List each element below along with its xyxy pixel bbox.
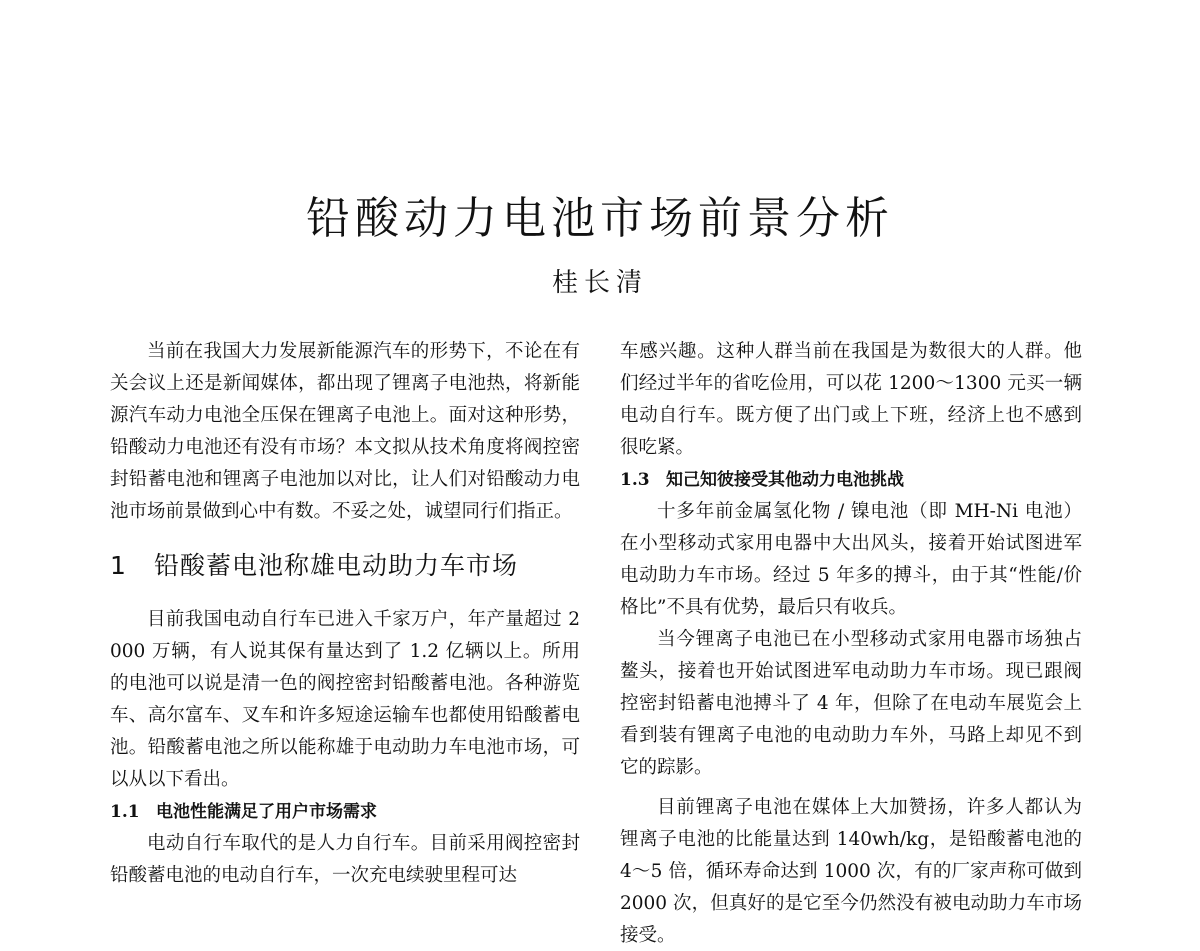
right-column	[620, 336, 1082, 951]
section-1-paragraph: 目前我国电动自行车已进入千家万户，年产量超过 2000 万辆，有人说其保有量达到了 1.2 亿辆以上。所用的电池可以说是清一色的阀控密封铅酸蓄电池。各种游览车、高尔富车、叉车和许多短途运输车也都使用铅酸蓄电池。铅酸蓄电池之所以能称雄于电动助力车电池市场，可以从以下看出。	[110, 609, 580, 790]
intro-paragraph: 当前在我国大力发展新能源汽车的形势下，不论在有关会议上还是新闻媒体，都出现了锂离子电池热，将新能源汽车动力电池全压保在锂离子电池上。面对这种形势，铅酸动力电池还有没有市场？本文拟从技术角度将阀控密封铅蓄电池和锂离子电池加以对比，让人们对铅酸动力电池市场前景做到心中有数。不妥之处，诚望同行们指正。	[110, 341, 580, 522]
subsection-1-3-heading	[620, 464, 1082, 496]
paragraph-gap	[620, 784, 1082, 792]
subsection-1-1-title: 电池性能满足了用户市场需求	[156, 802, 377, 822]
mh-ni-paragraph: 十多年前金属氢化物 / 镍电池（即 MH-Ni 电池）在小型移动式家用电器中大出风头，接着开始试图进军电动助力车市场。经过 5 年多的搏斗，由于其“性能/价格比”不具有优势，最后只有收兵。	[620, 501, 1082, 618]
left-column	[110, 336, 580, 892]
subsection-1-3-number: 1.3	[620, 470, 650, 490]
li-ion-media-paragraph: 目前锂离子电池在媒体上大加赞扬，许多人都认为锂离子电池的比能量达到 140wh/kg，是铅酸蓄电池的 4～5 倍，循环寿命达到 1000 次，有的厂家声称可做到 2000 次，但真好的是它至今仍然没有被电动助力车市场接受。	[620, 797, 1082, 946]
li-ion-paragraph: 当今锂离子电池已在小型移动式家用电器市场独占鳌头，接着也开始试图进军电动助力车市场。现已跟阀控密封铅蓄电池搏斗了 4 年，但除了在电动车展览会上看到装有锂离子电池的电动助力车外，马路上却见不到它的踪影。	[620, 629, 1082, 778]
continued-paragraph: 车感兴趣。这种人群当前在我国是为数很大的人群。他们经过半年的省吃俭用，可以花 1200～1300 元买一辆电动自行车。既方便了出门或上下班，经济上也不感到很吃紧。	[620, 341, 1082, 458]
subsection-1-1-heading	[110, 796, 580, 828]
section-1-heading	[110, 528, 580, 604]
section-1-title: 铅酸蓄电池称雄电动助力车市场	[154, 551, 519, 580]
section-1-number: 1	[110, 551, 127, 580]
article-author: 桂长清	[551, 268, 648, 298]
subsection-1-1-number: 1.1	[110, 802, 140, 822]
subsection-1-1-paragraph: 电动自行车取代的是人力自行车。目前采用阀控密封铅酸蓄电池的电动自行车，一次充电续驶里程可达	[110, 833, 580, 886]
article-title: 铅酸动力电池市场前景分析	[306, 193, 894, 244]
subsection-1-3-title: 知己知彼接受其他动力电池挑战	[666, 470, 904, 490]
